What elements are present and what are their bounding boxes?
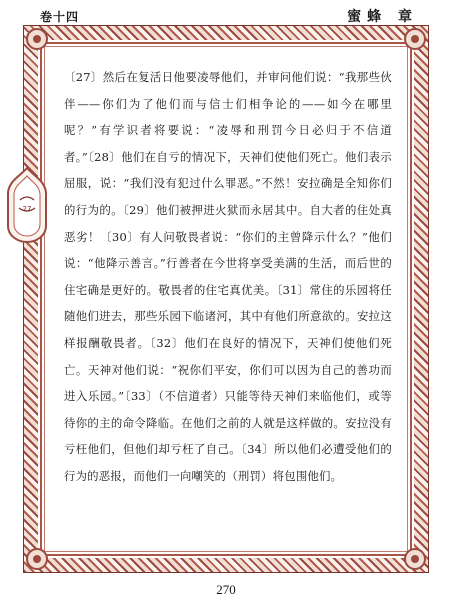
page-body [64,64,392,490]
body-paragraph: 〔27〕然后在复活日他要凌辱他们，并审问他们说：“我那些伙伴——你们为了他们而与信士们相争论的——如今在哪里呢？”有学识者将要说：“凌辱和刑罚今日必归于不信道者。”〔28〕他们在自亏的情况下，天神们使他们死亡。他们表示屈服，说：“我们没有犯过什么罪恶。”不然！安拉确是全知你们的行为的。〔29〕他们被押进火狱而永居其中。自大者的住处真恶劣！〔30〕有人问敬畏者说：“你们的主曾降示什么？”他们说：“他降示善言。”行善者在今世将享受美满的生活，而后世的住宅确是更好的。敬畏者的住宅真优美。〔31〕常住的乐园将任随他们进去，那些乐园下临诸河，其中有他们所意欲的。安拉这样报酬敬畏者。〔32〕他们在良好的情况下，天神们使他们死亡。天神对他们说：“祝你们平安，你们可以因为自己的善功而进入乐园。”〔33〕（不信道者）只能等待天神们来临他们，或等待你的主的命令降临。在他们之前的人就是这样做的。安拉没有亏枉他们，但他们却亏枉了自己。〔34〕所以他们必遭受他们的行为的恶报，而他们一向嘲笑的（刑罚）将包围他们。 [64,70,392,483]
corner-ornament-icon [22,544,52,574]
page-number: 270 [216,582,236,597]
corner-ornament-icon [22,24,52,54]
corner-ornament-icon [400,544,430,574]
chapter-number: 卷十四 [40,10,80,24]
medallion-label: 27 [22,205,32,213]
corner-ornament-icon [400,24,430,54]
chapter-title: 蜜蜂 章 [347,9,418,25]
